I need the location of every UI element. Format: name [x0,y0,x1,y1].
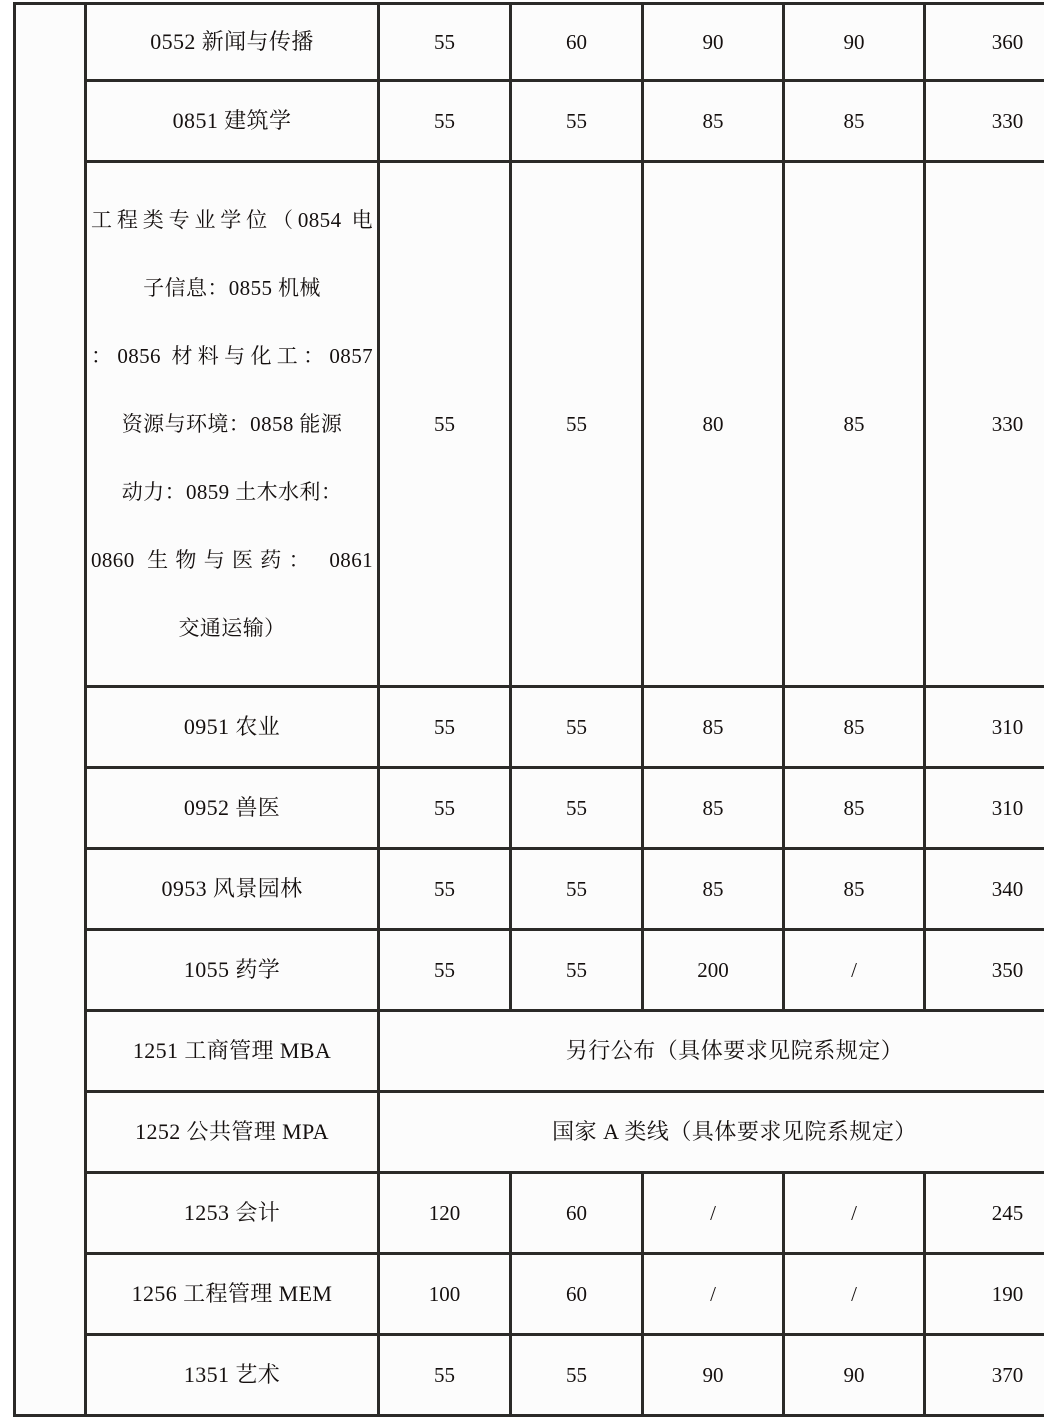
score-cell-politics: 55 [511,162,643,687]
score-cell-total: 245 [925,1173,1044,1254]
score-cell-total: 310 [925,687,1044,768]
program-name-cell: 1256 工程管理 MEM [86,1254,379,1335]
score-cell-total: 330 [925,81,1044,162]
program-name-cell-engineering [86,162,379,687]
score-cell-foreign-language: 55 [379,81,511,162]
program-name-line: 交通运输） [89,611,375,645]
program-name-cell: 1055 药学 [86,930,379,1011]
score-cell-total: 370 [925,1335,1044,1416]
score-cell-foreign-language: 55 [379,4,511,81]
program-name-cell: 0953 风景园林 [86,849,379,930]
score-cell-subject-one: / [643,1173,784,1254]
program-name-line: 0860 生物与医药： 0861 [89,543,375,577]
table-row [15,1092,1044,1173]
score-cell-total: 340 [925,849,1044,930]
score-cell-foreign-language: 55 [379,930,511,1011]
score-cell-politics: 60 [511,1173,643,1254]
table-row [15,4,1044,81]
table-row [15,1011,1044,1092]
program-name-cell: 1253 会计 [86,1173,379,1254]
score-cell-subject-two: / [784,1173,925,1254]
program-name-cell: 1252 公共管理 MPA [86,1092,379,1173]
score-cell-subject-two: 85 [784,162,925,687]
table-body [15,4,1044,1416]
score-cell-subject-two: 85 [784,81,925,162]
score-cell-total: 310 [925,768,1044,849]
program-name-cell: 0951 农业 [86,687,379,768]
score-cell-subject-two: 90 [784,4,925,81]
score-cell-subject-one: 85 [643,81,784,162]
table-row [15,81,1044,162]
score-cell-total: 330 [925,162,1044,687]
table-row [15,687,1044,768]
score-cell-subject-two: 90 [784,1335,925,1416]
program-name-line: 子信息：0855 机械 [89,271,375,305]
score-cell-foreign-language: 55 [379,849,511,930]
score-cell-subject-two: / [784,930,925,1011]
program-name-cell: 1251 工商管理 MBA [86,1011,379,1092]
score-cell-politics: 55 [511,687,643,768]
score-cell-subject-one: 85 [643,768,784,849]
score-cell-politics: 55 [511,930,643,1011]
score-cell-foreign-language: 55 [379,162,511,687]
score-cell-politics: 60 [511,1254,643,1335]
score-cell-politics: 55 [511,81,643,162]
score-cell-total: 350 [925,930,1044,1011]
score-cell-politics: 55 [511,768,643,849]
program-name-cell: 0552 新闻与传播 [86,4,379,81]
score-cell-subject-two: 85 [784,768,925,849]
score-cell-politics: 55 [511,1335,643,1416]
score-cell-politics: 60 [511,4,643,81]
score-cell-subject-one: 85 [643,849,784,930]
table-row [15,162,1044,687]
score-cell-subject-two: / [784,1254,925,1335]
program-name-cell: 0952 兽医 [86,768,379,849]
score-cell-foreign-language: 55 [379,1335,511,1416]
table-row [15,849,1044,930]
program-name-cell: 0851 建筑学 [86,81,379,162]
table-row [15,1335,1044,1416]
merged-note-cell: 国家 A 类线（具体要求见院系规定） [379,1092,1044,1173]
score-cell-total: 360 [925,4,1044,81]
score-cell-subject-one: 90 [643,4,784,81]
table-row [15,1173,1044,1254]
score-cell-subject-one: 200 [643,930,784,1011]
table-spine-column [15,4,86,1416]
table-row [15,930,1044,1011]
score-cell-subject-two: 85 [784,687,925,768]
program-name-line: 资源与环境：0858 能源 [89,407,375,441]
program-name-cell: 1351 艺术 [86,1335,379,1416]
score-cell-politics: 55 [511,849,643,930]
score-cell-subject-one: 85 [643,687,784,768]
score-cell-foreign-language: 100 [379,1254,511,1335]
merged-note-cell: 另行公布（具体要求见院系规定） [379,1011,1044,1092]
program-name-line: ：0856 材料与化工：0857 [89,339,375,373]
table-row [15,1254,1044,1335]
score-cell-foreign-language: 55 [379,687,511,768]
table-row [15,768,1044,849]
score-cell-subject-one: 90 [643,1335,784,1416]
score-cell-total: 190 [925,1254,1044,1335]
program-name-line: 工程类专业学位（0854 电 [89,203,375,237]
score-cell-subject-one: 80 [643,162,784,687]
score-cell-foreign-language: 120 [379,1173,511,1254]
program-name-line: 动力：0859 土木水利： [89,475,375,509]
score-cell-subject-one: / [643,1254,784,1335]
score-cell-foreign-language: 55 [379,768,511,849]
score-cell-subject-two: 85 [784,849,925,930]
admission-score-table [13,2,1044,1417]
